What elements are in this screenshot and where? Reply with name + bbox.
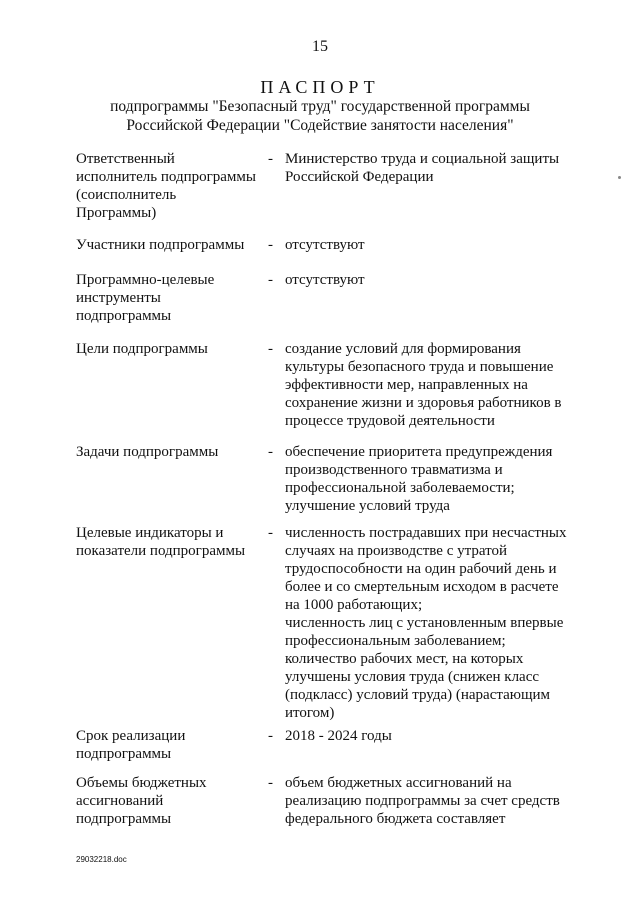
label-line: (соисполнитель — [76, 187, 177, 203]
row-label — [76, 443, 266, 461]
row-label — [76, 524, 266, 560]
label-line: исполнитель подпрограммы — [76, 169, 256, 185]
value-line: численность лиц с установленным впервые — [285, 615, 564, 631]
row-label — [76, 271, 266, 325]
label-line: Задачи подпрограммы — [76, 444, 219, 460]
row-dash: - — [268, 341, 273, 357]
subtitle-line: Российской Федерации "Содействие занятости населения" — [126, 117, 514, 134]
value-line: более и со смертельным исходом в расчете — [285, 579, 559, 595]
row-value — [285, 271, 575, 289]
value-line: производственного травматизма и — [285, 462, 503, 478]
label-line: ассигнований — [76, 793, 164, 809]
value-line: обеспечение приоритета предупреждения — [285, 444, 553, 460]
row-dash: - — [268, 525, 273, 541]
value-line: Российской Федерации — [285, 169, 434, 185]
row-label — [76, 774, 266, 828]
label-line: Срок реализации — [76, 728, 186, 744]
row-value — [285, 524, 575, 722]
value-line: (подкласс) условий труда) (нарастающим — [285, 687, 551, 703]
label-line: Объемы бюджетных — [76, 775, 207, 791]
label-line: Цели подпрограммы — [76, 341, 208, 357]
row-value — [285, 150, 575, 186]
row-value — [285, 443, 575, 515]
value-line: процессе трудовой деятельности — [285, 413, 495, 429]
value-line: эффективности мер, направленных на — [285, 377, 528, 393]
row-label — [76, 150, 266, 222]
value-line: улучшены условия труда (снижен класс — [285, 669, 540, 685]
label-line: инструменты — [76, 290, 161, 306]
label-line: подпрограммы — [76, 811, 172, 827]
page-number: 15 — [312, 38, 328, 55]
value-line: создание условий для формирования — [285, 341, 521, 357]
value-line: на 1000 работающих; — [285, 597, 423, 613]
value-line: улучшение условий труда — [285, 498, 450, 514]
value-line: 2018 - 2024 годы — [285, 728, 392, 744]
value-line: Министерство труда и социальной защиты — [285, 151, 560, 167]
value-line: объем бюджетных ассигнований на — [285, 775, 512, 791]
row-dash: - — [268, 728, 273, 744]
subtitle-line: подпрограммы "Безопасный труд" государственной программы — [110, 98, 530, 115]
label-line: подпрограммы — [76, 746, 172, 762]
value-line: реализацию подпрограммы за счет средств — [285, 793, 560, 809]
row-label — [76, 727, 266, 763]
row-dash: - — [268, 237, 273, 253]
value-line: сохранение жизни и здоровья работников в — [285, 395, 562, 411]
footer-filename: 29032218.doc — [76, 855, 127, 864]
row-value — [285, 774, 575, 828]
margin-mark — [618, 176, 621, 179]
row-label — [76, 236, 266, 254]
row-dash: - — [268, 151, 273, 167]
value-line: итогом) — [285, 705, 335, 721]
label-line: показатели подпрограммы — [76, 543, 246, 559]
row-value — [285, 236, 575, 254]
document-title: ПАСПОРТ — [260, 77, 380, 97]
row-dash: - — [268, 444, 273, 460]
label-line: Участники подпрограммы — [76, 237, 245, 253]
row-value — [285, 340, 575, 430]
value-line: профессиональной заболеваемости; — [285, 480, 515, 496]
row-label — [76, 340, 266, 358]
value-line: случаях на производстве с утратой — [285, 543, 508, 559]
value-line: отсутствуют — [285, 237, 365, 253]
label-line: Программы) — [76, 205, 157, 221]
label-line: Программно-целевые — [76, 272, 215, 288]
label-line: Целевые индикаторы и — [76, 525, 224, 541]
row-dash: - — [268, 775, 273, 791]
value-line: федерального бюджета составляет — [285, 811, 506, 827]
value-line: культуры безопасного труда и повышение — [285, 359, 554, 375]
value-line: трудоспособности на один рабочий день и — [285, 561, 557, 577]
value-line: численность пострадавших при несчастных — [285, 525, 567, 541]
value-line: количество рабочих мест, на которых — [285, 651, 524, 667]
value-line: профессиональным заболеванием; — [285, 633, 506, 649]
label-line: Ответственный — [76, 151, 175, 167]
row-dash: - — [268, 272, 273, 288]
value-line: отсутствуют — [285, 272, 365, 288]
label-line: подпрограммы — [76, 308, 172, 324]
document-subtitle — [60, 97, 580, 135]
row-value — [285, 727, 575, 745]
